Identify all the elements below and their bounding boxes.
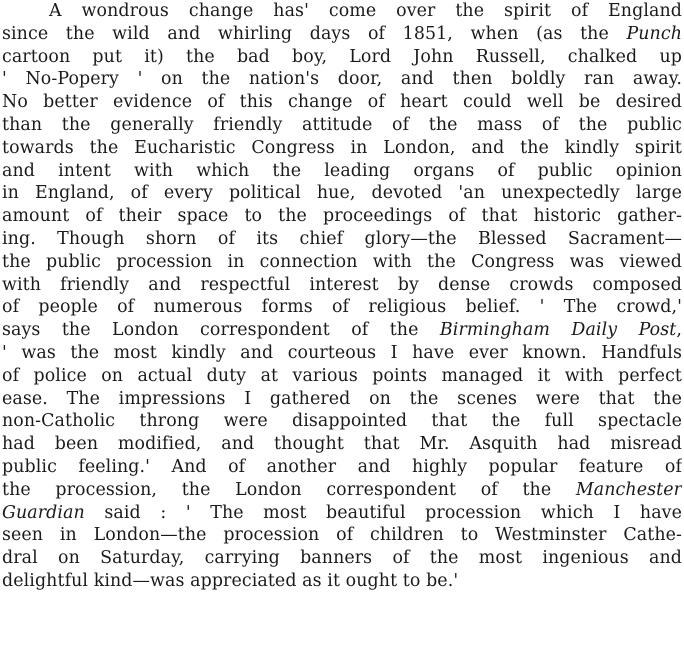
text-line: A wondrous change has' come over the spirit of England — [49, 1, 682, 21]
italic-title: Guardian — [2, 502, 85, 523]
text-line: public feeling.' And of another and highly popular feature of — [2, 456, 682, 477]
text-line: seen in London—the procession of children to Westminster Cathe- — [2, 525, 682, 546]
italic-title: Punch — [626, 23, 682, 44]
text-line: No better evidence of this change of heart could well be desired — [2, 92, 682, 113]
text-line: ' No-Popery ' on the nation's door, and then boldly ran away. — [2, 69, 682, 90]
text-line: and intent with which the leading organs of public opinion — [2, 160, 682, 181]
text-line: the public procession in connection with the Congress was viewed — [2, 251, 682, 272]
text-line: since the wild and whirling days of 1851, when (as the Punch — [2, 23, 682, 44]
text-line: Guardian said : ' The most beautiful procession which I have — [2, 502, 682, 523]
text-line: cartoon put it) the bad boy, Lord John Russell, chalked up — [2, 46, 682, 67]
article-paragraph — [2, 0, 682, 593]
text-line: says the London correspondent of the Birmingham Daily Post, — [2, 320, 682, 341]
text-line: with friendly and respectful interest by dense crowds composed — [2, 274, 682, 295]
text-line: ing. Though shorn of its chief glory—the Blessed Sacrament— — [2, 228, 682, 249]
text-line: than the generally friendly attitude of the mass of the public — [2, 114, 682, 135]
text-line: delightful kind—was appreciated as it ought to be.' — [2, 570, 459, 591]
text-line: the procession, the London correspondent of the Manchester — [2, 479, 682, 500]
text-line: of people of numerous forms of religious belief. ' The crowd,' — [2, 297, 682, 318]
text-line: amount of their space to the proceedings of that historic gather- — [2, 206, 682, 227]
text-line: ' was the most kindly and courteous I have ever known. Handfuls — [2, 342, 682, 363]
text-line: in England, of every political hue, devoted 'an unexpectedly large — [2, 183, 682, 204]
text-line: ease. The impressions I gathered on the scenes were that the — [2, 388, 682, 409]
text-line: towards the Eucharistic Congress in London, and the kindly spirit — [2, 137, 682, 158]
text-line: non-Catholic throng were disappointed that the full spectacle — [2, 411, 682, 432]
italic-title: Manchester — [575, 479, 682, 500]
text-line: of police on actual duty at various points managed it with perfect — [2, 365, 682, 386]
italic-title: Birmingham Daily Post — [439, 320, 677, 341]
text-line: had been modified, and thought that Mr. Asquith had misread — [2, 434, 682, 455]
text-line: dral on Saturday, carrying banners of the most ingenious and — [2, 548, 682, 569]
